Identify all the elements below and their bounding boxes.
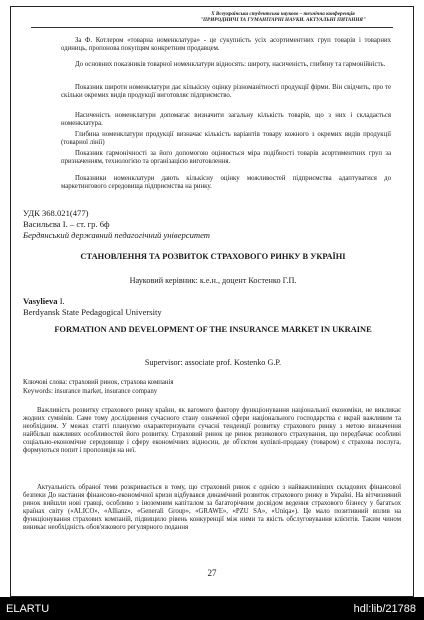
body-paragraph-relevance: Актуальність обраної теми розкривається в тому, що страховий ринок є однією з найважливіших складових фінансової безпеки До настання фінансово-економічної кризи відбувався динамічний розвиток страхового ринку в Україні. На вітчизняний ринок вийшли нові гравці, особливо з іноземним капіталом за багаторічним досвідом ведення страхового бізнесу у багатьох країнах світу («ALICO», «Allianz», «Generali Group», «GRAWE», «PZU SA», «Uniqa»). Це мало позитивний вплив на функціонування страхових компаній, підвищило рівень конкуренції між ними та якість обслуговування клієнтів. Таким чином виникає необхідність обов'язкового регулярного подання	[23, 484, 401, 531]
supervisor-ua: Науковий керівник: к.е.н., доцент Костенко Г.П.	[129, 276, 297, 285]
author-en	[23, 297, 383, 307]
paragraph-conclusion: Показники номенклатури дають кількісну оцінку можливостей підприємства адаптуватися до маркетингового середовища підприємства на ринку.	[61, 175, 391, 190]
article-title-en: FORMATION AND DEVELOPMENT OF THE INSURANCE MARKET IN UKRAINE	[54, 325, 372, 334]
header-divider	[31, 27, 393, 28]
supervisor-en: Supervisor: associate prof. Kostenko G.P.	[144, 358, 282, 367]
paragraph-width: Показник широти номенклатури дає кількісну оцінку різноманітності продукції фірми. Він свідчить, про те скільки окремих видів продукції виготовляє підприємство.	[61, 84, 391, 99]
udk-code: УДК 368.021(477)	[23, 208, 89, 218]
university-ua: Бердянський державний педагогічний університет	[23, 230, 210, 240]
footer-repository-name: ELARTU	[6, 603, 50, 615]
article-title-ua: СТАНОВЛЕННЯ ТА РОЗВИТОК СТРАХОВОГО РИНКУ В УКРАЇНІ	[80, 252, 346, 261]
keywords-ua: Ключові слова: страховий ринок, страхова компанія	[23, 379, 174, 386]
paragraph-indicators: До основних показників товарної номенклатури відносять: широту, насиченість, глибину та гармонійність.	[75, 61, 386, 68]
footer-handle-link[interactable]: hdl:lib/21788	[353, 603, 416, 615]
keywords-en: Keywords: insurance market, insurance company	[23, 388, 158, 395]
university-en: Berdyansk State Pedagogical University	[23, 307, 162, 317]
conference-header-line2: "ПРИРОДНИЧІ ТА ГУМАНІТАРНІ НАУКИ. АКТУАЛЬНІ ПИТАННЯ"	[200, 17, 366, 24]
footer-bar	[0, 597, 424, 620]
author-ua: Васильєва І. – ст. гр. 6ф	[23, 219, 110, 229]
paragraph-kotler: За Ф. Котлером «товарна номенклатура» - це сукупність усіх асортиментних груп товарів і товарних одиниць, пропонова покупцям конкретним продавцем.	[61, 37, 391, 52]
author-en-surname: Vasylieva	[23, 296, 58, 306]
conference-header	[161, 11, 405, 24]
paragraph-harmony: Показник гармонічності за його допомогою оцінюється міра подібності товарів асортиментних груп за призначенням, технологією та організацією виготовлення.	[61, 150, 391, 165]
document-page	[10, 6, 414, 597]
body-paragraph-importance: Важливість розвитку страхового ринку країни, як вагомого фактору функціонування національної економіки, не викликає жодних сумнівів. Саме тому дослідження сучасного стану означеної сфери національного господарства є вкрай важливим та необхідним. У межах статті плануємо охарактеризувати сучасні тенденції розвитку страхового ринку з метою визначення найбільш важливих особливостей його розвитку. Страховий ринок це ринок ризикового страхування, що передбачає особливі соціально-економічне середовище і сферу економічних відносин, де об'єктом купівлі-продажу (товаром) є страхова послуга, формуються попит і пропозиція на неї.	[23, 407, 401, 454]
author-en-initial: I.	[57, 296, 65, 306]
paragraph-depth: Глибина номенклатури продукції визначає кількість варіантів товару кожного з окремих видів продукції (товарної лінії)	[61, 131, 391, 146]
conference-header-line1: X Всеукраїнська студентська науково – технічна конференція	[211, 11, 355, 17]
page-number: 27	[207, 568, 217, 578]
paragraph-saturation: Насиченість номенклатури допомагає визначити загальну кількість товарів, що з них і складається номенклатура.	[61, 112, 391, 127]
